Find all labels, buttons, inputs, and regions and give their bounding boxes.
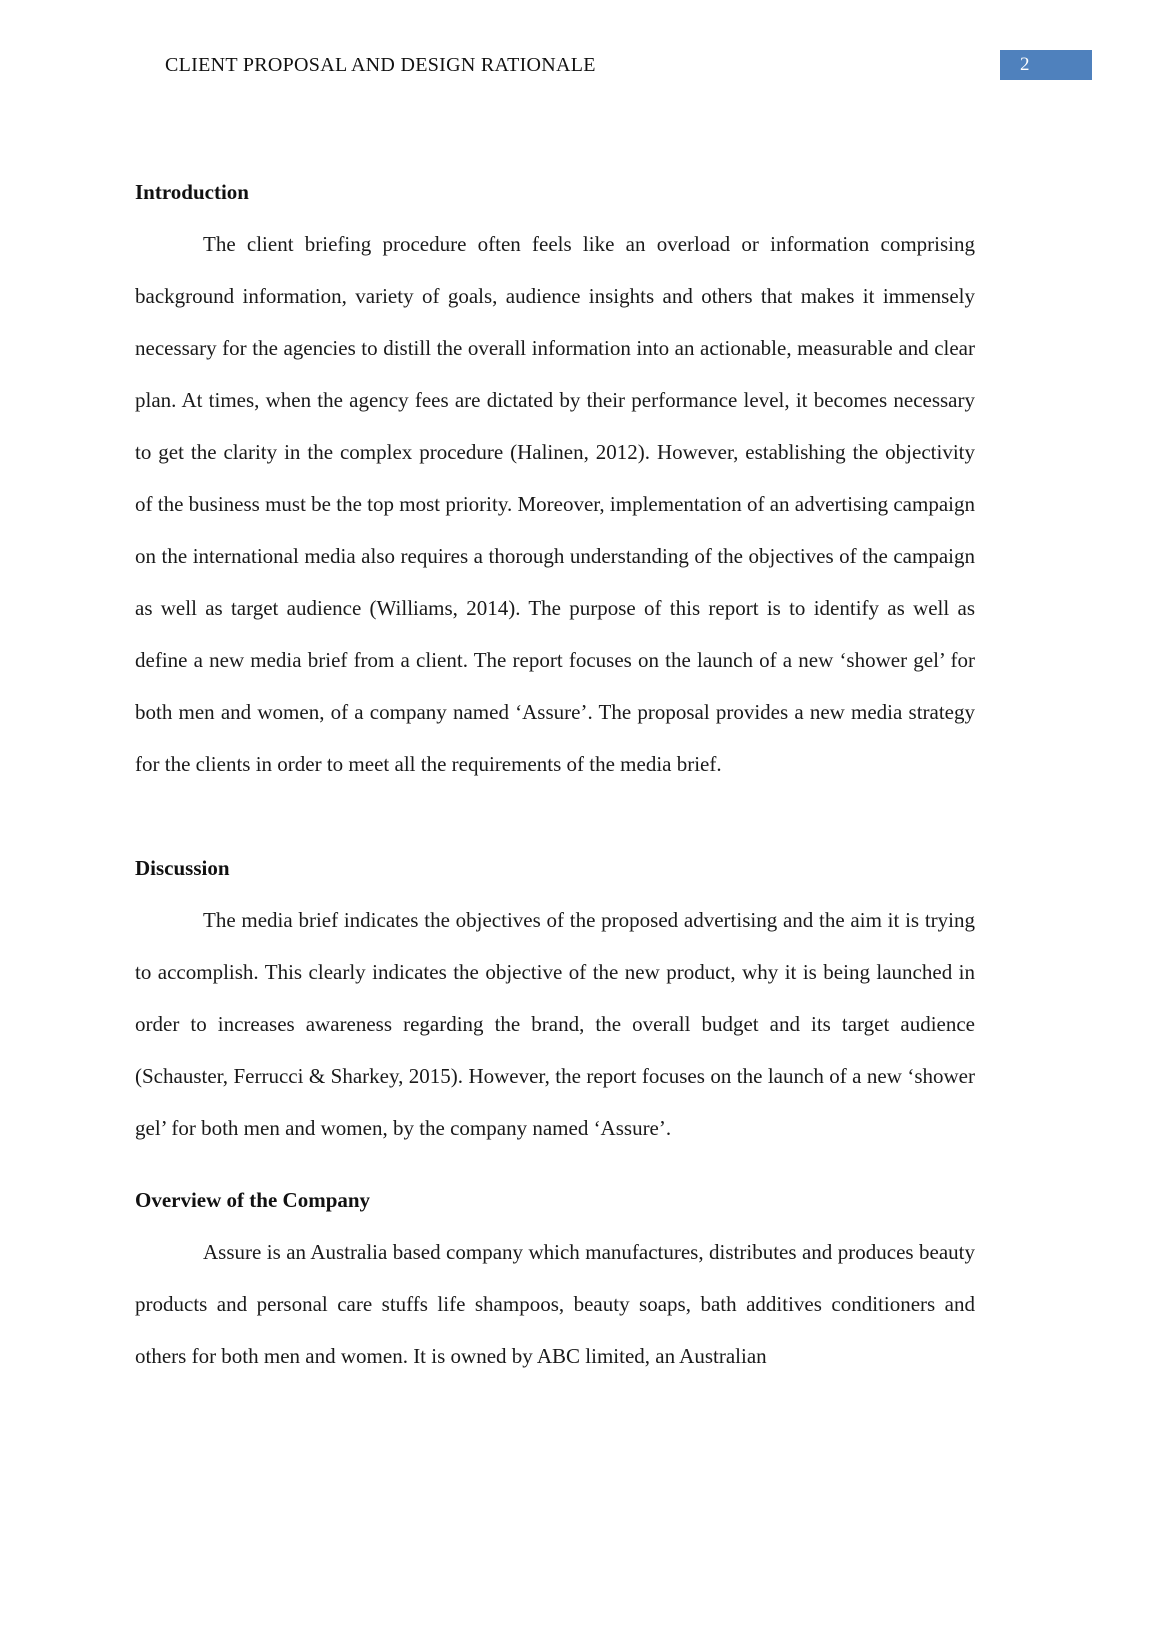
running-head: CLIENT PROPOSAL AND DESIGN RATIONALE <box>165 53 596 76</box>
section-discussion <box>135 842 975 1154</box>
section-introduction <box>135 166 975 790</box>
heading-discussion: Discussion <box>135 856 230 880</box>
paragraph-introduction: The client briefing procedure often feels like an overload or information comprising background information, variety of goals, audience insights and others that makes it immensely necessary for the agencies to distill the overall information into an actionable, measurable and clear plan. At times, when the agency fees are dictated by their performance level, it becomes necessary to get the clarity in the complex procedure (Halinen, 2012). However, establishing the objectivity of the business must be the top most priority. Moreover, implementation of an advertising campaign on the international media also requires a thorough understanding of the objectives of the campaign as well as target audience (Williams, 2014). The purpose of this report is to identify as well as define a new media brief from a client. The report focuses on the launch of a new ‘shower gel’ for both men and women, of a company named ‘Assure’. The proposal provides a new media strategy for the clients in order to meet all the requirements of the media brief. <box>135 232 975 776</box>
document-body <box>135 166 975 1382</box>
heading-overview-of-company: Overview of the Company <box>135 1188 371 1212</box>
section-overview-of-company <box>135 1174 975 1382</box>
page-number-badge: 2 <box>1000 50 1092 80</box>
heading-introduction: Introduction <box>135 180 249 204</box>
page-header <box>0 50 1158 80</box>
paragraph-overview-of-company: Assure is an Australia based company which manufactures, distributes and produces beauty products and personal care stuffs life shampoos, beauty soaps, bath additives conditioners and others for both men and women. It is owned by ABC limited, an Australian <box>135 1240 975 1368</box>
paragraph-discussion: The media brief indicates the objectives of the proposed advertising and the aim it is trying to accomplish. This clearly indicates the objective of the new product, why it is being launched in order to increases awareness regarding the brand, the overall budget and its target audience (Schauster, Ferrucci & Sharkey, 2015). However, the report focuses on the launch of a new ‘shower gel’ for both men and women, by the company named ‘Assure’. <box>135 908 975 1140</box>
